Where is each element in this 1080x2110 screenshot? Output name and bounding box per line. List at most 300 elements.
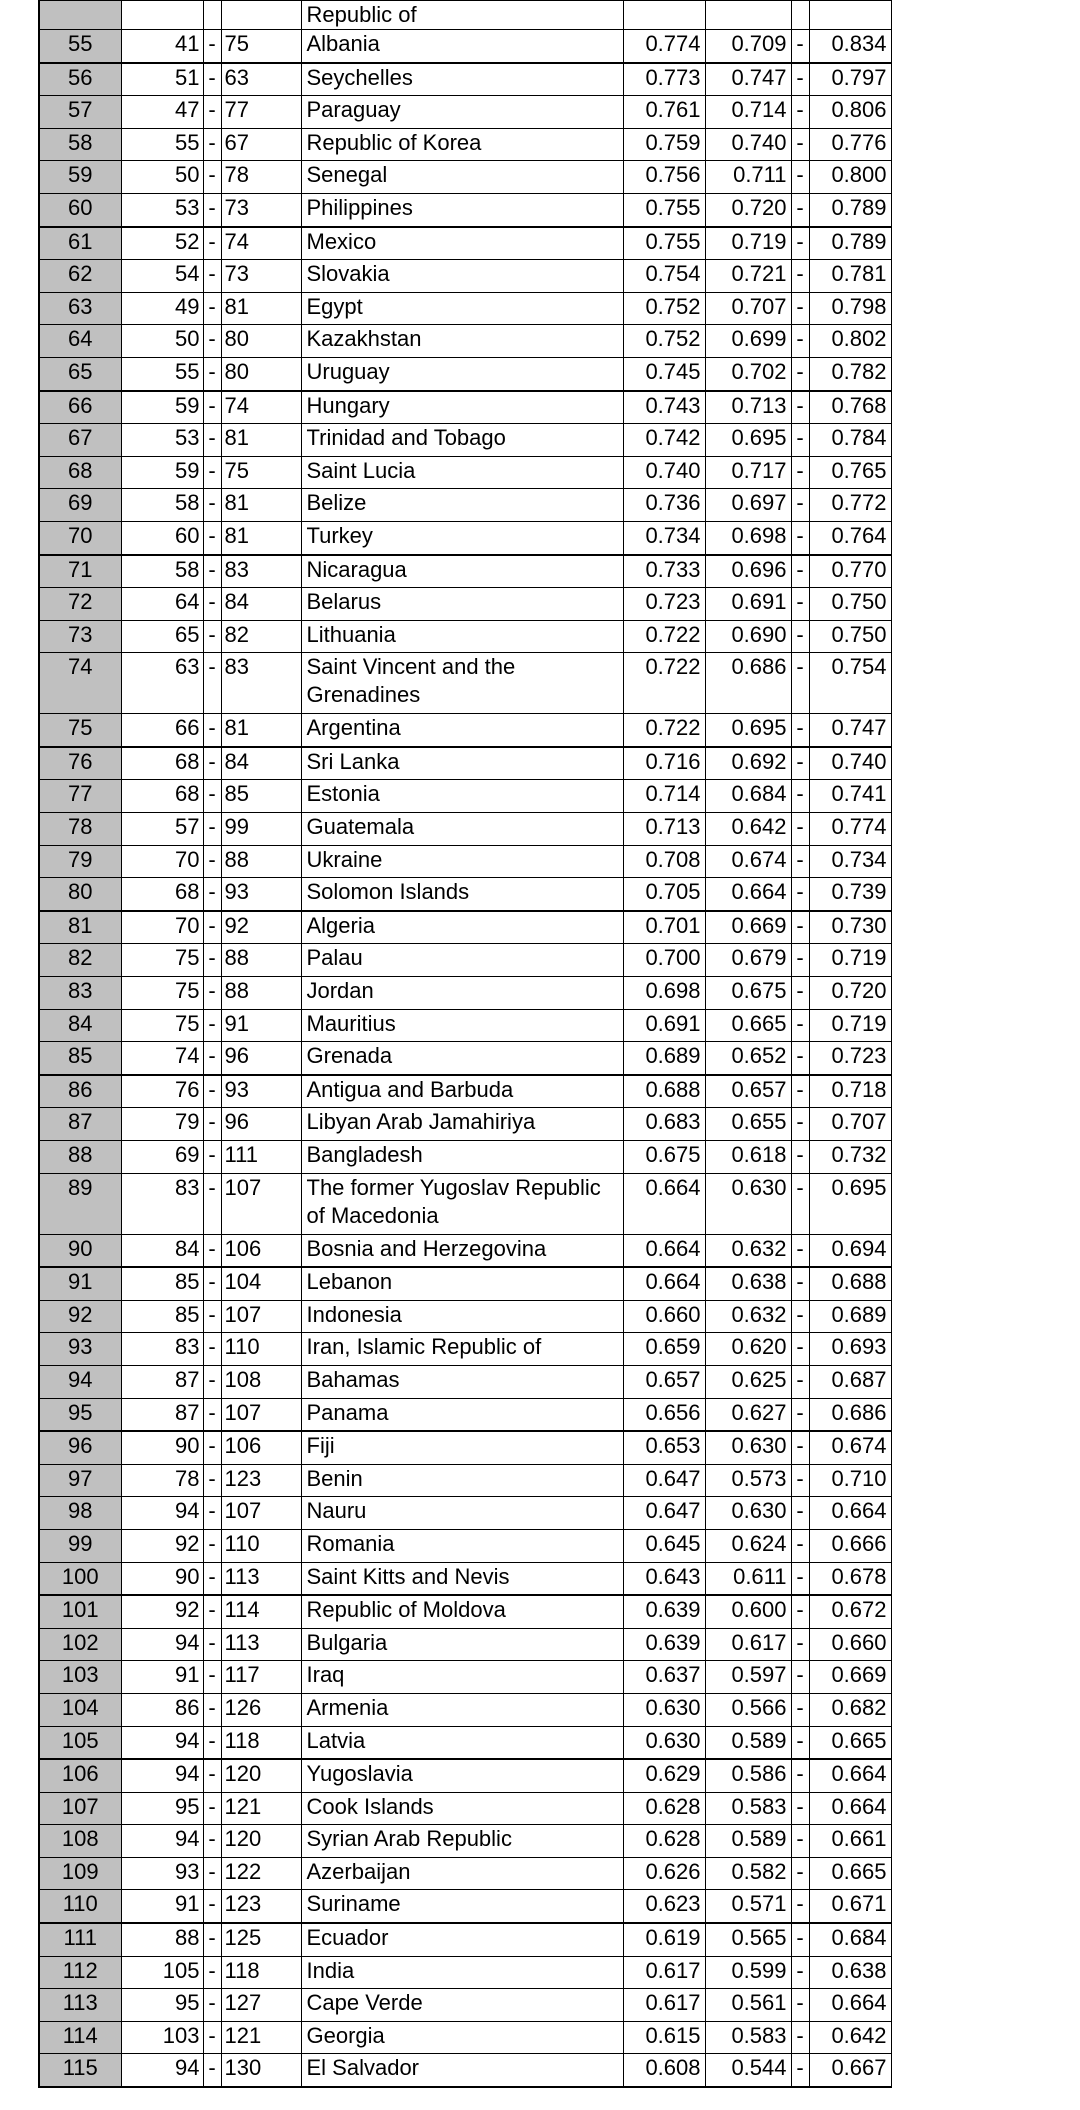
rank-range-high: 75 bbox=[221, 456, 301, 489]
table-row bbox=[39, 227, 891, 260]
score: 0.643 bbox=[623, 1562, 705, 1595]
country-name: Argentina bbox=[301, 714, 623, 747]
interval-low: 0.696 bbox=[705, 555, 791, 588]
interval-dash: - bbox=[791, 1595, 809, 1628]
interval-low: 0.630 bbox=[705, 1431, 791, 1464]
rank-range-high: 125 bbox=[221, 1923, 301, 1956]
rank-range-high: 114 bbox=[221, 1595, 301, 1628]
rank-cell: 100 bbox=[39, 1562, 121, 1595]
interval-low: 0.719 bbox=[705, 227, 791, 260]
interval-low: 0.627 bbox=[705, 1398, 791, 1431]
rank-range-low: 50 bbox=[121, 161, 203, 194]
interval-dash: - bbox=[791, 227, 809, 260]
rank-cell: 88 bbox=[39, 1141, 121, 1174]
rank-cell: 80 bbox=[39, 878, 121, 911]
rank-cell: 62 bbox=[39, 260, 121, 293]
rank-range-low: 51 bbox=[121, 63, 203, 96]
country-name: Latvia bbox=[301, 1726, 623, 1759]
score: 0.683 bbox=[623, 1108, 705, 1141]
score: 0.773 bbox=[623, 63, 705, 96]
interval-dash: - bbox=[791, 1075, 809, 1108]
rank-cell: 95 bbox=[39, 1398, 121, 1431]
rank-range-high: 93 bbox=[221, 878, 301, 911]
score: 0.755 bbox=[623, 227, 705, 260]
rank-range-dash: - bbox=[203, 944, 221, 977]
rank-range-low: 64 bbox=[121, 588, 203, 621]
interval-low: 0.573 bbox=[705, 1464, 791, 1497]
table-row bbox=[39, 653, 891, 714]
interval-dash: - bbox=[791, 1464, 809, 1497]
interval-dash: - bbox=[791, 653, 809, 714]
score: 0.639 bbox=[623, 1628, 705, 1661]
rank-cell: 73 bbox=[39, 620, 121, 653]
interval-low: 0.620 bbox=[705, 1333, 791, 1366]
rank-range-low: 68 bbox=[121, 747, 203, 780]
score: 0.660 bbox=[623, 1300, 705, 1333]
country-name: Grenada bbox=[301, 1042, 623, 1075]
interval-dash: - bbox=[791, 747, 809, 780]
rank-range-low: 79 bbox=[121, 1108, 203, 1141]
interval-dash: - bbox=[791, 1956, 809, 1989]
interval-low: 0.713 bbox=[705, 391, 791, 424]
rank-range-low: 87 bbox=[121, 1365, 203, 1398]
rank-range-dash: - bbox=[203, 1075, 221, 1108]
interval-dash: - bbox=[791, 620, 809, 653]
rank-range-high: 91 bbox=[221, 1009, 301, 1042]
interval-dash: - bbox=[791, 1398, 809, 1431]
rank-range-dash: - bbox=[203, 1661, 221, 1694]
country-name: The former Yugoslav Republic of Macedonia bbox=[301, 1173, 623, 1234]
interval-dash: - bbox=[791, 128, 809, 161]
rank-range-high: 80 bbox=[221, 357, 301, 390]
rank-range-high: 123 bbox=[221, 1464, 301, 1497]
interval-low: 0.652 bbox=[705, 1042, 791, 1075]
interval-high: 0.638 bbox=[809, 1956, 891, 1989]
score: 0.639 bbox=[623, 1595, 705, 1628]
rank-cell bbox=[39, 1, 121, 30]
rank-cell: 71 bbox=[39, 555, 121, 588]
score: 0.637 bbox=[623, 1661, 705, 1694]
country-name: Kazakhstan bbox=[301, 325, 623, 358]
score: 0.722 bbox=[623, 620, 705, 653]
rank-range-low: 54 bbox=[121, 260, 203, 293]
rank-range-high: 88 bbox=[221, 977, 301, 1010]
table-row bbox=[39, 1759, 891, 1792]
score: 0.756 bbox=[623, 161, 705, 194]
rank-range-low: 58 bbox=[121, 555, 203, 588]
rank-range-high: 74 bbox=[221, 391, 301, 424]
rank-range-high: 121 bbox=[221, 1792, 301, 1825]
table-row bbox=[39, 1365, 891, 1398]
rank-range-dash: - bbox=[203, 653, 221, 714]
interval-high: 0.739 bbox=[809, 878, 891, 911]
interval-high: 0.672 bbox=[809, 1595, 891, 1628]
score: 0.736 bbox=[623, 489, 705, 522]
rank-range-low: 90 bbox=[121, 1562, 203, 1595]
score: 0.688 bbox=[623, 1075, 705, 1108]
interval-low: 0.740 bbox=[705, 128, 791, 161]
interval-dash: - bbox=[791, 424, 809, 457]
interval-low: 0.695 bbox=[705, 714, 791, 747]
interval-low: 0.747 bbox=[705, 63, 791, 96]
rank-range-dash: - bbox=[203, 1726, 221, 1759]
interval-dash: - bbox=[791, 1857, 809, 1890]
country-name: Armenia bbox=[301, 1693, 623, 1726]
rank-range-dash: - bbox=[203, 878, 221, 911]
table-row bbox=[39, 1562, 891, 1595]
rank-cell: 82 bbox=[39, 944, 121, 977]
score: 0.716 bbox=[623, 747, 705, 780]
table-row bbox=[39, 1464, 891, 1497]
interval-high: 0.764 bbox=[809, 521, 891, 554]
interval-high: 0.782 bbox=[809, 357, 891, 390]
score: 0.742 bbox=[623, 424, 705, 457]
interval-high: 0.768 bbox=[809, 391, 891, 424]
rank-range-low: 74 bbox=[121, 1042, 203, 1075]
country-name: Solomon Islands bbox=[301, 878, 623, 911]
table-row bbox=[39, 620, 891, 653]
rank-range-low: 94 bbox=[121, 1497, 203, 1530]
rank-range-high: 73 bbox=[221, 193, 301, 226]
rank-cell: 94 bbox=[39, 1365, 121, 1398]
interval-dash: - bbox=[791, 1042, 809, 1075]
rank-range-dash: - bbox=[203, 1398, 221, 1431]
rank-range-high: 85 bbox=[221, 780, 301, 813]
country-name: Antigua and Barbuda bbox=[301, 1075, 623, 1108]
rank-range-dash bbox=[203, 1, 221, 30]
country-name: Bahamas bbox=[301, 1365, 623, 1398]
country-name: India bbox=[301, 1956, 623, 1989]
interval-low: 0.717 bbox=[705, 456, 791, 489]
rank-range-dash: - bbox=[203, 813, 221, 846]
rank-range-dash: - bbox=[203, 391, 221, 424]
country-name: Syrian Arab Republic bbox=[301, 1825, 623, 1858]
rank-range-dash: - bbox=[203, 1989, 221, 2022]
rank-range-dash: - bbox=[203, 1497, 221, 1530]
score: 0.675 bbox=[623, 1141, 705, 1174]
score: 0.630 bbox=[623, 1726, 705, 1759]
score: 0.708 bbox=[623, 845, 705, 878]
interval-low: 0.583 bbox=[705, 1792, 791, 1825]
table-row bbox=[39, 63, 891, 96]
rank-cell: 74 bbox=[39, 653, 121, 714]
rank-cell: 56 bbox=[39, 63, 121, 96]
score: 0.698 bbox=[623, 977, 705, 1010]
score: 0.608 bbox=[623, 2054, 705, 2087]
country-name: Republic of Moldova bbox=[301, 1595, 623, 1628]
interval-high: 0.719 bbox=[809, 944, 891, 977]
ranking-table-page bbox=[38, 0, 892, 2088]
interval-dash: - bbox=[791, 588, 809, 621]
interval-dash: - bbox=[791, 1923, 809, 1956]
table-row bbox=[39, 1398, 891, 1431]
table-row bbox=[39, 1173, 891, 1234]
interval-dash: - bbox=[791, 30, 809, 63]
interval-dash: - bbox=[791, 96, 809, 129]
rank-range-dash: - bbox=[203, 1464, 221, 1497]
score: 0.628 bbox=[623, 1825, 705, 1858]
rank-cell: 90 bbox=[39, 1234, 121, 1267]
rank-range-dash: - bbox=[203, 977, 221, 1010]
score: 0.713 bbox=[623, 813, 705, 846]
score: 0.653 bbox=[623, 1431, 705, 1464]
rank-range-high: 107 bbox=[221, 1398, 301, 1431]
country-name: Uruguay bbox=[301, 357, 623, 390]
interval-high: 0.720 bbox=[809, 977, 891, 1010]
country-name: Trinidad and Tobago bbox=[301, 424, 623, 457]
country-name: Saint Kitts and Nevis bbox=[301, 1562, 623, 1595]
country-name: Senegal bbox=[301, 161, 623, 194]
rank-range-dash: - bbox=[203, 260, 221, 293]
country-name: Estonia bbox=[301, 780, 623, 813]
table-row bbox=[39, 456, 891, 489]
interval-dash: - bbox=[791, 1333, 809, 1366]
interval-high: 0.665 bbox=[809, 1857, 891, 1890]
rank-range-low: 95 bbox=[121, 1792, 203, 1825]
rank-cell: 79 bbox=[39, 845, 121, 878]
rank-range-dash: - bbox=[203, 1825, 221, 1858]
country-name: Panama bbox=[301, 1398, 623, 1431]
country-name: Sri Lanka bbox=[301, 747, 623, 780]
rank-range-low: 52 bbox=[121, 227, 203, 260]
table-row bbox=[39, 521, 891, 554]
rank-range-low: 70 bbox=[121, 845, 203, 878]
rank-range-high: 118 bbox=[221, 1726, 301, 1759]
interval-high: 0.682 bbox=[809, 1693, 891, 1726]
interval-low: 0.692 bbox=[705, 747, 791, 780]
rank-cell: 77 bbox=[39, 780, 121, 813]
interval-low: 0.630 bbox=[705, 1497, 791, 1530]
country-name: Bosnia and Herzegovina bbox=[301, 1234, 623, 1267]
rank-range-dash: - bbox=[203, 1108, 221, 1141]
country-name: Suriname bbox=[301, 1890, 623, 1923]
country-name: Paraguay bbox=[301, 96, 623, 129]
rank-range-dash: - bbox=[203, 1267, 221, 1300]
country-name: Republic of bbox=[301, 1, 623, 30]
rank-range-high: 67 bbox=[221, 128, 301, 161]
rank-range-high: 113 bbox=[221, 1562, 301, 1595]
rank-range-high: 81 bbox=[221, 489, 301, 522]
interval-dash: - bbox=[791, 1108, 809, 1141]
table-row bbox=[39, 1693, 891, 1726]
rank-range-high: 84 bbox=[221, 747, 301, 780]
table-row bbox=[39, 944, 891, 977]
interval-dash: - bbox=[791, 1141, 809, 1174]
score: 0.759 bbox=[623, 128, 705, 161]
rank-range-high: 99 bbox=[221, 813, 301, 846]
rank-range-low: 94 bbox=[121, 1825, 203, 1858]
interval-high: 0.661 bbox=[809, 1825, 891, 1858]
interval-dash: - bbox=[791, 813, 809, 846]
interval-low: 0.630 bbox=[705, 1173, 791, 1234]
interval-low: 0.565 bbox=[705, 1923, 791, 1956]
rank-range-low: 59 bbox=[121, 456, 203, 489]
rank-cell: 101 bbox=[39, 1595, 121, 1628]
table-row bbox=[39, 780, 891, 813]
table-row bbox=[39, 1956, 891, 1989]
rank-range-dash: - bbox=[203, 227, 221, 260]
rank-range-dash: - bbox=[203, 1890, 221, 1923]
table-row bbox=[39, 161, 891, 194]
table-row bbox=[39, 747, 891, 780]
table-row bbox=[39, 1141, 891, 1174]
country-name: El Salvador bbox=[301, 2054, 623, 2087]
score: 0.700 bbox=[623, 944, 705, 977]
interval-low: 0.638 bbox=[705, 1267, 791, 1300]
rank-range-high: 113 bbox=[221, 1628, 301, 1661]
country-name: Egypt bbox=[301, 292, 623, 325]
rank-cell: 112 bbox=[39, 1956, 121, 1989]
interval-low: 0.583 bbox=[705, 2021, 791, 2054]
rank-range-low: 83 bbox=[121, 1173, 203, 1234]
rank-range-low: 94 bbox=[121, 1628, 203, 1661]
rank-range-high: 81 bbox=[221, 714, 301, 747]
rank-cell: 76 bbox=[39, 747, 121, 780]
score: 0.774 bbox=[623, 30, 705, 63]
interval-low: 0.709 bbox=[705, 30, 791, 63]
rank-cell: 106 bbox=[39, 1759, 121, 1792]
interval-dash: - bbox=[791, 878, 809, 911]
interval-high bbox=[809, 1, 891, 30]
rank-cell: 91 bbox=[39, 1267, 121, 1300]
rank-cell: 87 bbox=[39, 1108, 121, 1141]
table-row bbox=[39, 1661, 891, 1694]
rank-range-dash: - bbox=[203, 193, 221, 226]
rank-range-low: 83 bbox=[121, 1333, 203, 1366]
rank-range-dash: - bbox=[203, 588, 221, 621]
rank-range-high: 117 bbox=[221, 1661, 301, 1694]
interval-dash: - bbox=[791, 1989, 809, 2022]
interval-low: 0.657 bbox=[705, 1075, 791, 1108]
interval-low: 0.707 bbox=[705, 292, 791, 325]
score: 0.723 bbox=[623, 588, 705, 621]
interval-low: 0.721 bbox=[705, 260, 791, 293]
rank-cell: 96 bbox=[39, 1431, 121, 1464]
rank-range-high: 74 bbox=[221, 227, 301, 260]
interval-low: 0.642 bbox=[705, 813, 791, 846]
rank-cell: 103 bbox=[39, 1661, 121, 1694]
rank-cell: 109 bbox=[39, 1857, 121, 1890]
country-name: Palau bbox=[301, 944, 623, 977]
rank-range-high: 118 bbox=[221, 1956, 301, 1989]
interval-dash: - bbox=[791, 1562, 809, 1595]
rank-range-dash: - bbox=[203, 845, 221, 878]
interval-high: 0.694 bbox=[809, 1234, 891, 1267]
country-name: Bangladesh bbox=[301, 1141, 623, 1174]
rank-range-high: 104 bbox=[221, 1267, 301, 1300]
interval-low: 0.711 bbox=[705, 161, 791, 194]
table-row bbox=[39, 1628, 891, 1661]
interval-low: 0.697 bbox=[705, 489, 791, 522]
rank-range-dash: - bbox=[203, 1173, 221, 1234]
rank-range-low: 91 bbox=[121, 1661, 203, 1694]
rank-range-low: 94 bbox=[121, 1726, 203, 1759]
interval-high: 0.798 bbox=[809, 292, 891, 325]
interval-dash: - bbox=[791, 1267, 809, 1300]
score: 0.722 bbox=[623, 714, 705, 747]
country-name: Lithuania bbox=[301, 620, 623, 653]
interval-low: 0.655 bbox=[705, 1108, 791, 1141]
rank-range-high: 126 bbox=[221, 1693, 301, 1726]
country-name: Turkey bbox=[301, 521, 623, 554]
rank-range-low: 57 bbox=[121, 813, 203, 846]
country-name: Nicaragua bbox=[301, 555, 623, 588]
score: 0.701 bbox=[623, 911, 705, 944]
rank-range-high: 121 bbox=[221, 2021, 301, 2054]
interval-dash: - bbox=[791, 911, 809, 944]
score: 0.645 bbox=[623, 1529, 705, 1562]
interval-high: 0.695 bbox=[809, 1173, 891, 1234]
country-name: Ukraine bbox=[301, 845, 623, 878]
rank-cell: 69 bbox=[39, 489, 121, 522]
table-row bbox=[39, 30, 891, 63]
rank-cell: 98 bbox=[39, 1497, 121, 1530]
rank-range-dash: - bbox=[203, 555, 221, 588]
rank-cell: 93 bbox=[39, 1333, 121, 1366]
rank-range-high: 93 bbox=[221, 1075, 301, 1108]
rank-range-low: 94 bbox=[121, 1759, 203, 1792]
interval-dash: - bbox=[791, 1693, 809, 1726]
interval-low: 0.625 bbox=[705, 1365, 791, 1398]
country-name: Lebanon bbox=[301, 1267, 623, 1300]
country-name: Mexico bbox=[301, 227, 623, 260]
rank-cell: 99 bbox=[39, 1529, 121, 1562]
interval-low: 0.695 bbox=[705, 424, 791, 457]
score: 0.626 bbox=[623, 1857, 705, 1890]
rank-cell: 63 bbox=[39, 292, 121, 325]
interval-high: 0.660 bbox=[809, 1628, 891, 1661]
interval-low: 0.571 bbox=[705, 1890, 791, 1923]
rank-range-low: 53 bbox=[121, 193, 203, 226]
interval-high: 0.776 bbox=[809, 128, 891, 161]
interval-high: 0.686 bbox=[809, 1398, 891, 1431]
interval-high: 0.664 bbox=[809, 1792, 891, 1825]
score: 0.743 bbox=[623, 391, 705, 424]
rank-range-dash: - bbox=[203, 424, 221, 457]
rank-range-dash: - bbox=[203, 63, 221, 96]
country-name: Iran, Islamic Republic of bbox=[301, 1333, 623, 1366]
table-row bbox=[39, 193, 891, 226]
country-name: Saint Lucia bbox=[301, 456, 623, 489]
rank-range-low: 88 bbox=[121, 1923, 203, 1956]
rank-range-dash: - bbox=[203, 1759, 221, 1792]
table-row bbox=[39, 1825, 891, 1858]
interval-dash bbox=[791, 1, 809, 30]
table-row bbox=[39, 1497, 891, 1530]
rank-range-dash: - bbox=[203, 911, 221, 944]
country-name: Azerbaijan bbox=[301, 1857, 623, 1890]
interval-dash: - bbox=[791, 714, 809, 747]
rank-range-high: 77 bbox=[221, 96, 301, 129]
table-row bbox=[39, 1529, 891, 1562]
rank-range-dash: - bbox=[203, 1956, 221, 1989]
rank-range-dash: - bbox=[203, 1595, 221, 1628]
rank-range-low: 90 bbox=[121, 1431, 203, 1464]
interval-high: 0.684 bbox=[809, 1923, 891, 1956]
rank-cell: 89 bbox=[39, 1173, 121, 1234]
table-row bbox=[39, 1042, 891, 1075]
interval-high: 0.666 bbox=[809, 1529, 891, 1562]
rank-range-dash: - bbox=[203, 1042, 221, 1075]
table-row bbox=[39, 1009, 891, 1042]
rank-range-dash: - bbox=[203, 456, 221, 489]
interval-high: 0.732 bbox=[809, 1141, 891, 1174]
rank-range-low: 87 bbox=[121, 1398, 203, 1431]
rank-range-high: 80 bbox=[221, 325, 301, 358]
rank-range-dash: - bbox=[203, 620, 221, 653]
interval-low: 0.699 bbox=[705, 325, 791, 358]
rank-cell: 97 bbox=[39, 1464, 121, 1497]
